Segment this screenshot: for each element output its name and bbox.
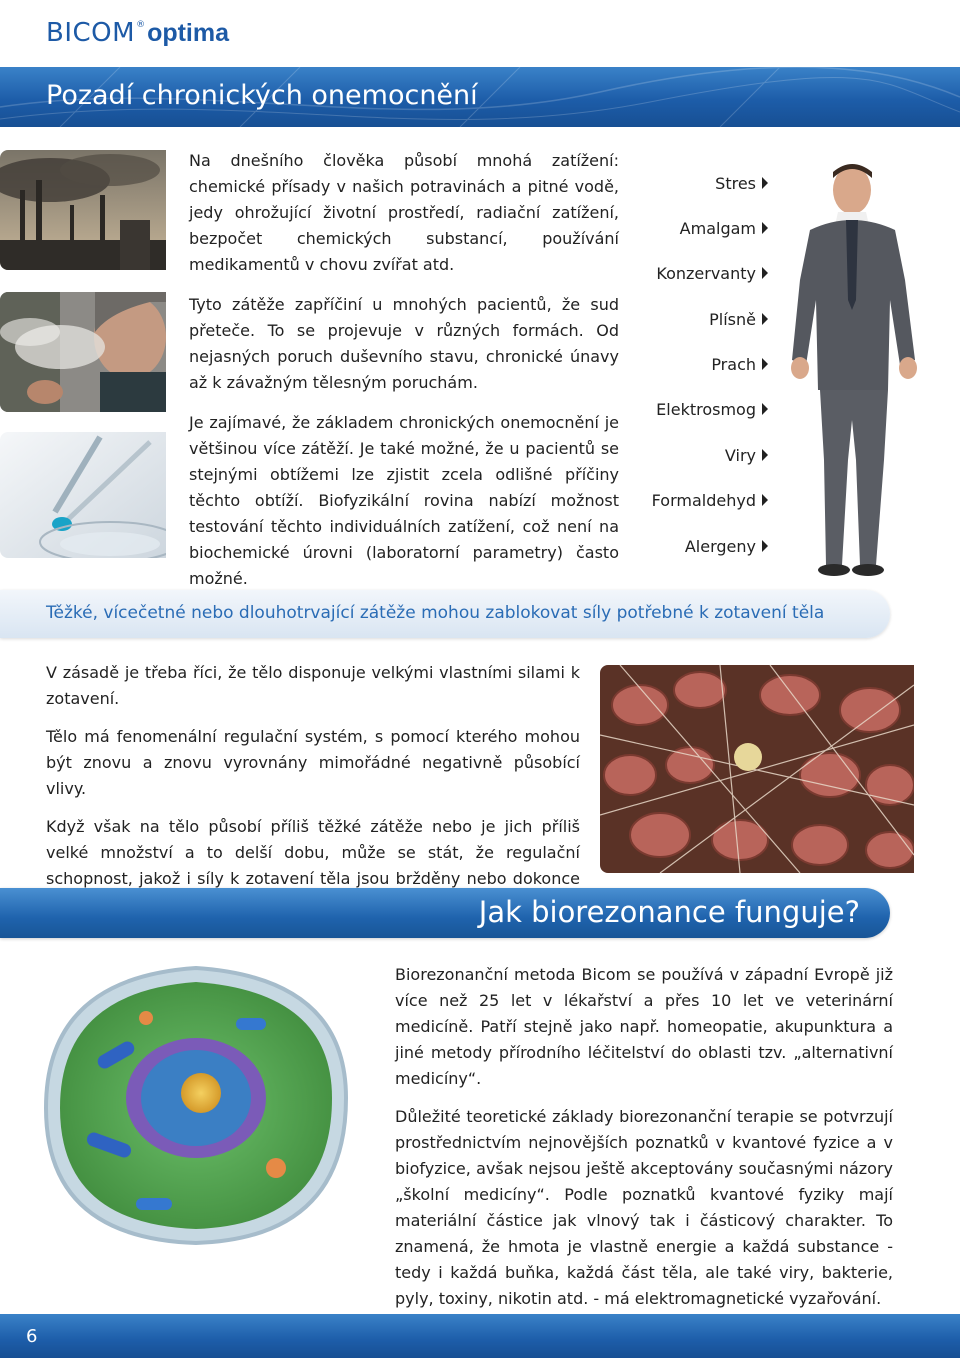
factor-label: Prach	[711, 355, 756, 374]
blood-cells-image	[600, 665, 914, 873]
biorezonance-paragraph-1: Biorezonanční metoda Bicom se používá v západní Evropě již více než 25 let v lékařství a přes 10 let ve veterinární medicíně. Patří stejně jako např. homeopatie, akupunktura a jiné metody přírodního léčitelství do oblasti tzv. „alternativní medicíny“.	[395, 965, 893, 1088]
lab-pipette-image	[0, 432, 166, 558]
factor-item	[656, 264, 768, 283]
factor-item	[725, 446, 768, 465]
logo-registered-mark: ®	[136, 20, 146, 30]
factor-item	[685, 537, 768, 556]
intro-paragraph-1: Na dnešního člověka působí mnohá zatížení: chemické přísady v našich potravinách a pitné vodě, jedy ohrožující životní prostředí, radiační zatížení, bezpočet chemických substancí, používání medikamentů v chovu zvířat atd.	[189, 151, 619, 274]
triangle-right-icon	[762, 267, 768, 279]
biorezonance-text	[395, 962, 893, 1324]
industrial-smoke-image	[0, 150, 166, 270]
triangle-right-icon	[762, 313, 768, 325]
factor-label: Viry	[724, 446, 756, 465]
recovery-paragraph-2: Tělo má fenomenální regulační systém, s pomocí kterého mohou být znovu a znovu vyrovnány mimořádné negativně působící vlivy.	[46, 727, 580, 798]
biorezonance-paragraph-2: Důležité teoretické základy biorezonanční terapie se potvrzují prostřednictvím nejnovějších poznatků v kvantové fyzice a v biofyzice, avšak nejsou ještě akceptovány současnými názory „školní medicíny“. Podle poznatků kvantové fyziky mají materiální částice jak vlnový tak i částicový charakter. To znamená, že hmota je vlastně energie a každá substance - tedy i každá buňka, každá část těla, ale také viry, bakterie, pyly, toxiny, nikotin atd. - má elektromagnetické vyzařování.	[395, 1107, 893, 1308]
intro-text	[189, 148, 619, 606]
section-title: Jak biorezonance funguje?	[478, 895, 860, 929]
page-number: 6	[26, 1326, 38, 1347]
triangle-right-icon	[762, 540, 768, 552]
section-header-pill	[0, 888, 890, 938]
section-banner	[0, 590, 890, 638]
section-banner-text: Těžké, vícečetné nebo dlouhotrvající zátěže mohou zablokovat síly potřebné k zotavení těla	[46, 603, 825, 623]
section-header-band	[0, 67, 960, 127]
intro-paragraph-2: Tyto zátěže zapříčiní u mnohých pacientů, že sud přeteče. To se projevuje v různých formách. Od nejasných poruch duševního stavu, chronické únavy až k závažným tělesným poruchám.	[189, 295, 619, 392]
cell-illustration	[26, 958, 360, 1248]
logo-sub: optima	[147, 19, 230, 47]
recovery-paragraph-3: Když však na tělo působí příliš těžké zátěže nebo je jich příliš velké množství a to delší dobu, může se stát, že regulační schopnost, jakož i síly k zotavení těla jsou bržděny nebo dokonce	[46, 817, 580, 888]
triangle-right-icon	[762, 222, 768, 234]
factor-label: Plísně	[709, 310, 756, 329]
recovery-paragraph-1: V zásadě je třeba říci, že tělo disponuje velkými vlastními silami k zotavení.	[46, 663, 580, 708]
intro-paragraph-3: Je zajímavé, že základem chronických onemocnění je většinou více zátěží. Je také možné, že u pacientů se stejnými obtížemi lze zjistit zcela odlišné příčiny těchto obtíží. Biofyzikální rovina nabízí možnost testování těchto individuálních zatížení, což není na biochemické úrovni (laboratorní parametry) často možné.	[189, 413, 619, 588]
triangle-right-icon	[762, 494, 768, 506]
triangle-right-icon	[762, 358, 768, 370]
section-title: Pozadí chronických onemocnění	[46, 80, 478, 111]
page-footer	[0, 1314, 960, 1358]
triangle-right-icon	[762, 403, 768, 415]
factor-label: Elektrosmog	[656, 400, 756, 419]
factor-item	[680, 219, 768, 238]
factor-label: Amalgam	[679, 219, 756, 238]
factor-label: Stres	[715, 174, 756, 193]
factor-item	[711, 355, 768, 374]
triangle-right-icon	[762, 177, 768, 189]
factor-label: Alergeny	[684, 537, 756, 556]
factor-label: Konzervanty	[656, 264, 756, 283]
brand-logo	[46, 18, 229, 48]
walking-man-image	[780, 160, 930, 585]
factor-item	[652, 491, 768, 510]
factor-item	[709, 310, 768, 329]
factor-label: Formaldehyd	[651, 491, 756, 510]
factor-item	[715, 174, 768, 193]
factor-item	[656, 400, 768, 419]
smoking-man-image	[0, 292, 166, 412]
triangle-right-icon	[762, 449, 768, 461]
logo-brand: BICOM	[46, 18, 136, 48]
